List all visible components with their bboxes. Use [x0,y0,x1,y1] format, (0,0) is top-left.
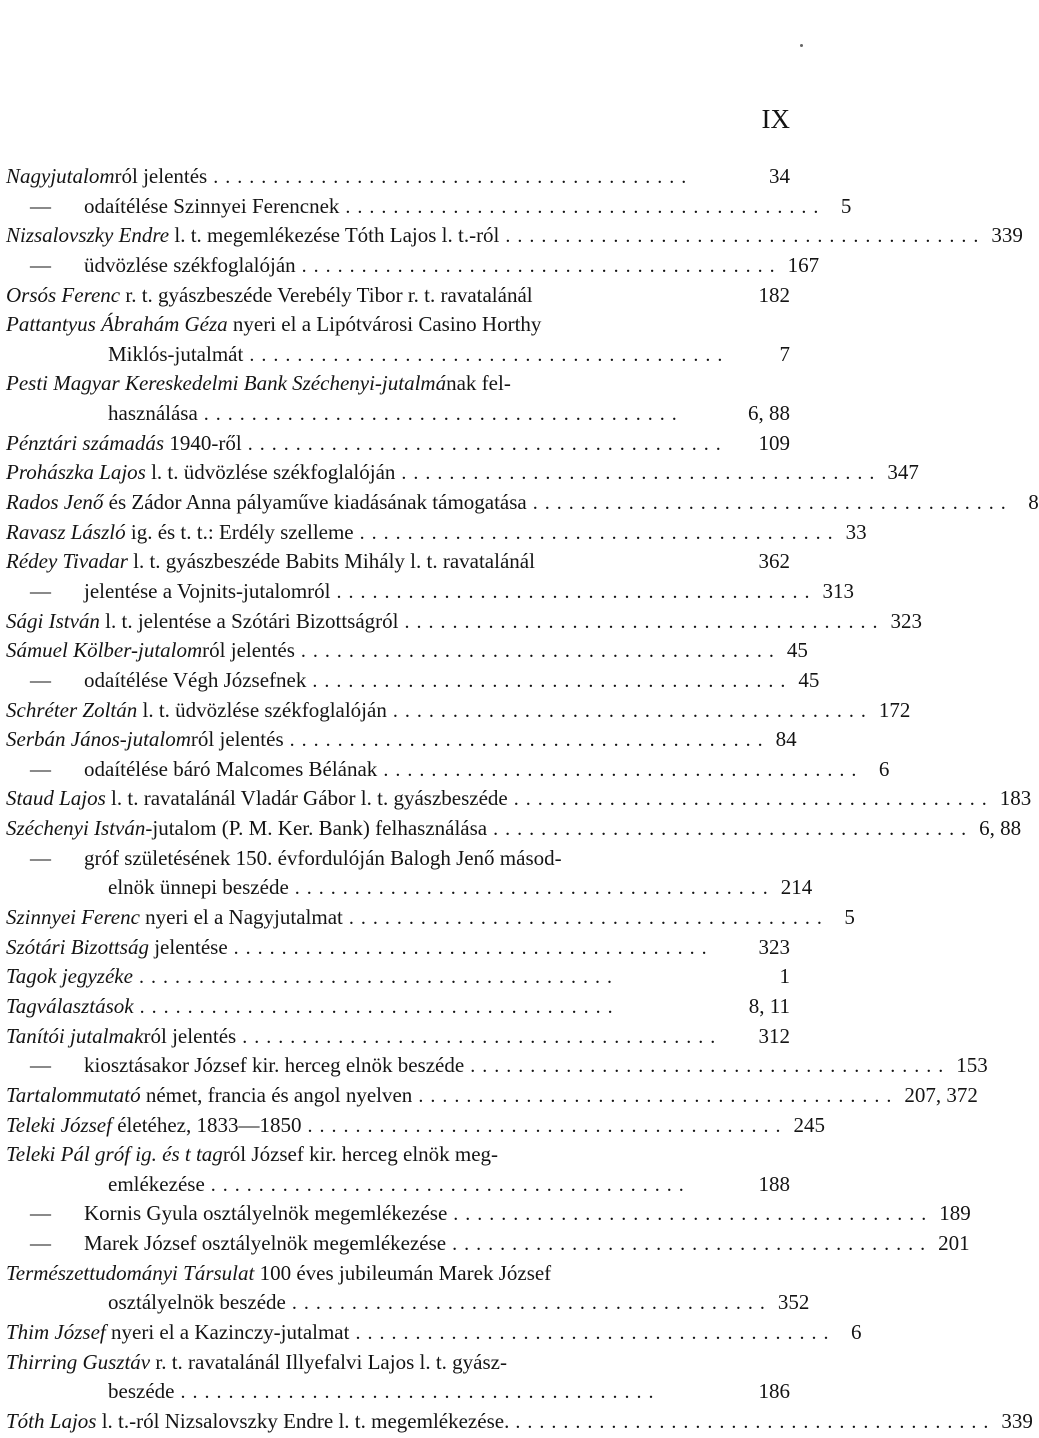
ditto-dash: — [30,667,51,692]
entry-text [6,814,487,844]
page-reference: 214 [780,875,813,900]
entry-heading: Thirring Gusztáv [6,1349,151,1374]
page-reference: 1 [779,964,790,989]
index-entry [6,1022,790,1052]
index-entry [6,162,790,192]
entry-heading: Sági István [6,608,100,633]
entry-text [6,1259,551,1289]
index-entry [6,992,790,1022]
leader-dots: ........................................ [139,995,620,1018]
entry-description: jelentése [148,934,228,959]
entry-heading: Serbán János-jutalom [6,727,191,752]
entry-heading: Széchenyi István- [6,816,153,841]
entry-text [6,1140,498,1170]
entry-description: használása [108,401,198,426]
page-reference: 34 [769,164,790,188]
page-reference: 167 [787,252,820,277]
leader-dots: ........................................ [359,521,840,544]
index-entry [6,814,1022,844]
page-reference: 33 [845,519,867,544]
page-reference: 207, 372 [904,1082,978,1107]
index-list [6,162,1039,1437]
entry-description: üdvözlése székfoglalóján [84,252,296,277]
entry-description: Kornis Gyula osztályelnök megemlékezése [84,1201,448,1226]
entry-description: ról jelentés [202,638,295,663]
entry-heading: Sámuel Kölber-jutalom [6,638,203,663]
entry-text [6,340,243,370]
entry-heading: Teleki Pál gróf ig. és t tag [6,1142,223,1167]
page-reference: 8 [1028,490,1039,515]
page-reference: 201 [938,1231,970,1256]
entry-text [6,666,306,696]
entry-text [6,1318,349,1348]
entry-description: kiosztásakor József kir. herceg elnök beszéde [84,1053,465,1078]
leader-dots: ........................................ [180,1381,661,1404]
index-entry [6,903,855,933]
index-entry [6,725,797,755]
entry-heading: Pattantyus Ábrahám Géza [6,312,228,337]
page-reference: 84 [775,727,797,752]
entry-description: l. t. ravatalánál Vladár Gábor l. t. gyászbeszéde [105,786,508,811]
leader-dots: ........................................ [355,1321,836,1344]
leader-dots: ........................................ [203,403,684,426]
leader-dots: ........................................ [345,195,826,218]
entry-text [6,1348,507,1378]
entry-text [6,399,198,429]
page-reference: 182 [758,282,790,307]
entry-description: ról József kir. herceg elnök meg- [222,1142,499,1167]
index-entry [6,1170,790,1200]
entry-description: l. t. üdvözlése székfoglalóján [145,460,396,485]
entry-description: l. t. üdvözlése székfoglalóján [137,697,387,722]
leader-dots: ........................................ [532,492,1013,515]
entry-text [6,992,134,1022]
page-reference: 45 [786,638,808,663]
index-entry [6,1348,790,1378]
page-reference: 5 [844,905,855,930]
entry-text [6,1022,236,1052]
entry-description: elnök ünnepi beszéde [108,875,289,900]
entry-description: ról jelentés [143,1023,237,1048]
index-entry [6,340,790,370]
index-entry [6,666,820,696]
page-reference: 352 [777,1290,810,1315]
entry-text [6,1081,412,1111]
entry-text [6,873,289,903]
entry-text [6,369,511,399]
leader-dots: ........................................ [307,1114,788,1137]
entry-description: osztályelnök beszéde [108,1290,286,1315]
entry-description: gróf születésének 150. évfordulóján Balogh Jenő másod- [84,845,562,870]
entry-description: nyeri el a Kazinczy-jutalmat [105,1319,350,1344]
index-entry [6,1051,988,1081]
stray-mark [800,44,803,47]
ditto-dash: — [30,845,51,870]
entry-heading: Prohászka Lajos [6,460,146,485]
page-reference: 245 [793,1112,825,1137]
entry-description: l. t.-ról Nizsalovszky Endre l. t. megemlékezése. [96,1408,510,1433]
entry-text [6,1199,447,1229]
index-entry [6,1318,862,1348]
leader-dots: ........................................ [470,1055,951,1078]
entry-text [6,162,207,192]
index-entry [6,429,790,459]
leader-dots: ........................................ [383,758,864,781]
entry-heading: Tartalommutató [6,1082,141,1107]
leader-dots: ........................................ [404,610,885,633]
index-entry [6,251,820,281]
index-entry [6,1377,790,1407]
index-entry [6,310,790,340]
entry-description: l. t. jelentése a Szótári Bizottságról [99,608,399,633]
page-reference: 188 [758,1171,790,1196]
leader-dots: ........................................ [210,1173,691,1196]
leader-dots: ........................................ [242,1025,723,1048]
entry-heading: Staud Lajos [6,786,106,811]
entry-description: r. t. ravatalánál Illyefalvi Lajos l. t. gyász- [150,1349,507,1374]
ditto-dash: — [30,252,51,277]
entry-heading: Rados Jenő [6,490,104,515]
entry-description: nyeri el a Lipótvárosi Casino Horthy [227,312,542,337]
entry-text [6,696,387,726]
entry-text [6,1111,302,1141]
index-entry [6,577,855,607]
entry-heading: Nizsalovszky Endre [6,223,170,248]
index-entry [6,844,790,874]
page-reference: 8, 11 [748,993,790,1018]
page-reference: 6, 88 [979,816,1022,841]
ditto-dash: — [30,1053,51,1078]
leader-dots: ........................................ [418,1084,899,1107]
page-reference: 323 [890,608,922,633]
entry-description: ról jelentés [114,164,208,188]
entry-description: 1940-ről [164,430,242,455]
leader-dots: ........................................ [336,580,817,603]
index-entry [6,1259,790,1289]
index-entry [6,518,867,548]
entry-text [6,458,395,488]
page-reference: 186 [758,1379,790,1404]
index-entry [6,369,790,399]
entry-description: odaítélése Végh Józsefnek [84,667,307,692]
leader-dots: ........................................ [233,936,714,959]
ditto-dash: — [30,578,51,603]
entry-text [6,547,535,577]
leader-dots: ........................................ [515,1410,996,1433]
index-entry [6,458,919,488]
page-reference: 6 [850,1319,862,1344]
entry-heading: Tóth Lajos [6,1408,97,1433]
entry-heading: Tagválasztások [6,993,134,1018]
page-reference: 45 [798,667,820,692]
entry-text [6,1377,174,1407]
entry-description: 100 éves jubileumán Marek József [254,1260,552,1285]
index-entry [6,873,813,903]
page-number: IX [761,104,790,134]
entry-text [6,518,354,548]
page-reference: 109 [758,430,790,455]
leader-dots: ........................................ [249,343,730,366]
leader-dots: ........................................ [392,699,873,722]
page-reference: 362 [758,549,790,574]
entry-text [6,1051,464,1081]
leader-dots: ........................................ [247,432,728,455]
index-entry [6,755,890,785]
entry-description: életéhez, 1833—1850 [111,1112,302,1137]
leader-dots: ........................................ [300,640,781,663]
entry-text [6,844,562,874]
entry-heading: Teleki József [6,1112,112,1137]
index-entry [6,962,790,992]
entry-heading: Orsós Ferenc [6,282,121,307]
entry-description: német, francia és angol nyelven [140,1082,413,1107]
index-entry [6,1111,825,1141]
page-reference: 312 [758,1023,790,1048]
entry-heading: Pesti Magyar Kereskedelmi Bank Széchenyi-jutalmá [6,371,447,396]
entry-text [6,1229,446,1259]
ditto-dash: — [30,1201,51,1226]
leader-dots: ........................................ [289,729,770,752]
entry-text [6,251,296,281]
entry-heading: Tanítói jutalmak [6,1023,144,1048]
entry-description: Marek József osztályelnök megemlékezése [84,1231,447,1256]
page-reference: 153 [956,1053,988,1078]
index-entry [6,607,922,637]
index-entry [6,192,852,222]
entry-description: nak fel- [446,371,511,396]
leader-dots: ........................................ [301,254,782,277]
leader-dots: ........................................ [138,966,619,989]
entry-heading: Schréter Zoltán [6,697,138,722]
entry-heading: Rédey Tivadar [6,549,128,574]
entry-description: r. t. gyászbeszéde Verebély Tibor r. t. ravatalánál [120,282,533,307]
entry-text [6,192,339,222]
entry-text [6,636,295,666]
index-entry [6,488,1039,518]
index-entry [6,221,1023,251]
index-entry [6,636,808,666]
index-entry [6,281,790,311]
page-reference: 347 [887,460,919,485]
index-entry [6,1081,978,1111]
page-reference: 189 [939,1201,971,1226]
leader-dots: ........................................ [294,877,775,900]
leader-dots: ........................................ [312,669,793,692]
entry-text [6,310,541,340]
index-entry [6,1288,810,1318]
entry-text [6,784,508,814]
index-entry [6,696,911,726]
ditto-dash: — [30,756,51,781]
entry-text [6,607,399,637]
entry-description: jutalom (P. M. Ker. Bank) felhasználása [152,816,488,841]
index-entry [6,1407,1033,1437]
entry-text [6,1288,286,1318]
entry-text [6,1407,509,1437]
entry-heading: Szinnyei Ferenc [6,905,140,930]
entry-text [6,577,331,607]
index-entry [6,547,790,577]
leader-dots: ........................................ [493,818,974,841]
entry-text [6,1170,205,1200]
entry-heading: Thim József [6,1319,106,1344]
leader-dots: ........................................ [453,1203,934,1226]
page-reference: 323 [758,934,790,959]
entry-heading: Nagyjutalom [6,164,115,188]
index-entry [6,399,790,429]
entry-text [6,488,527,518]
page-reference: 6, 88 [748,401,790,426]
entry-description: odaítélése Szinnyei Ferencnek [84,193,340,218]
index-entry [6,1229,970,1259]
leader-dots: ........................................ [213,166,694,188]
page-reference: 339 [1001,1408,1033,1433]
entry-description: ig. és t. t.: Erdély szelleme [125,519,354,544]
leader-dots: ........................................ [452,1233,933,1256]
entry-description: és Zádor Anna pályaműve kiadásának támogatása [103,490,527,515]
ditto-dash: — [30,193,51,218]
page-reference: 6 [878,756,890,781]
entry-description: l. t. megemlékezése Tóth Lajos l. t.-ról [169,223,500,248]
page-reference: 5 [840,193,852,218]
entry-text [6,962,133,992]
entry-text [6,725,284,755]
entry-heading: Szótári Bizottság [6,934,149,959]
entry-text [6,281,533,311]
page-reference: 339 [991,223,1023,248]
index-entry [6,933,790,963]
leader-dots: ........................................ [291,1292,772,1315]
entry-heading: Pénztári számadás [6,430,165,455]
page-reference: 183 [999,786,1032,811]
entry-description: l. t. gyászbeszéde Babits Mihály l. t. ravatalánál [127,549,535,574]
entry-description: beszéde [108,1379,175,1404]
index-entry [6,1199,971,1229]
entry-description: emlékezése [108,1171,205,1196]
entry-text [6,429,242,459]
entry-description: ról jelentés [190,727,284,752]
index-entry [6,784,1032,814]
page-reference: 172 [878,697,911,722]
page-reference: 313 [822,578,855,603]
entry-description: odaítélése báró Malcomes Bélának [84,756,378,781]
leader-dots: ........................................ [513,788,994,811]
entry-description: nyeri el a Nagyjutalmat [139,905,343,930]
ditto-dash: — [30,1231,51,1256]
entry-heading: Tagok jegyzéke [6,964,133,989]
entry-text [6,933,228,963]
page-reference: 7 [779,341,790,366]
entry-description: jelentése a Vojnits-jutalomról [84,578,331,603]
entry-text [6,221,499,251]
entry-text [6,755,377,785]
leader-dots: ........................................ [348,907,829,930]
entry-description: Miklós-jutalmát [108,341,244,366]
index-entry [6,1140,790,1170]
entry-heading: Ravasz László [6,519,126,544]
leader-dots: ........................................ [505,225,986,248]
entry-heading: Természettudományi Társulat [6,1260,255,1285]
entry-text [6,903,343,933]
leader-dots: ........................................ [401,462,882,485]
